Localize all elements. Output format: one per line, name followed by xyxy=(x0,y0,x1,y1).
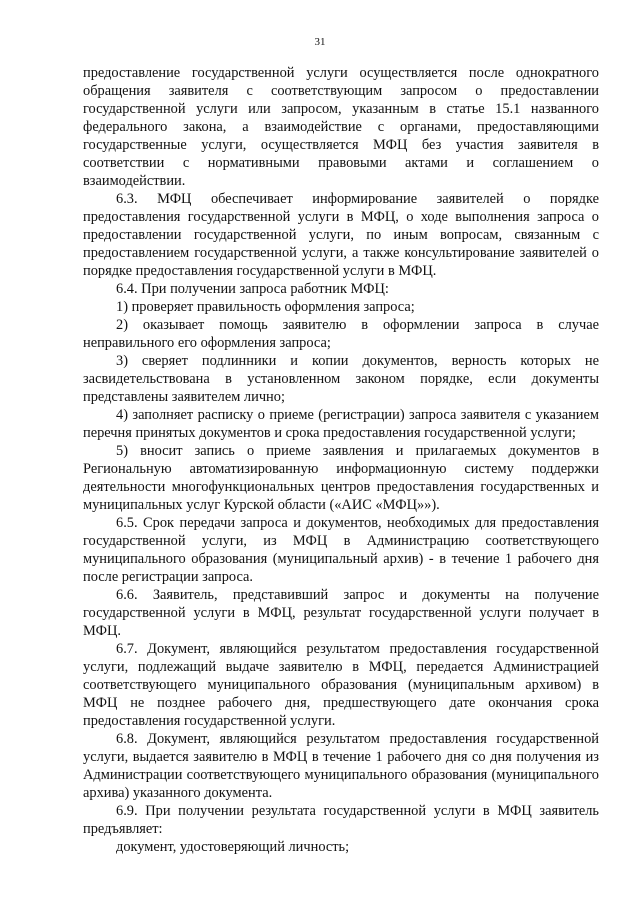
paragraph-id-document: документ, удостоверяющий личность; xyxy=(116,839,350,855)
paragraph-6-6: 6.6. Заявитель, представивший запрос и документы на получение государственной услуги в МФЦ, результат государственной услуги получает в МФЦ. xyxy=(83,587,599,639)
list-item-2: 2) оказывает помощь заявителю в оформлении запроса в случае неправильного его оформления запроса; xyxy=(83,317,599,351)
list-item-5: 5) вносит запись о приеме заявления и прилагаемых документов в Региональную автоматизированную информационную систему поддержки деятельности многофункциональных центров предоставления государственных и муниципальных услуг Курской области («АИС «МФЦ»»). xyxy=(83,443,599,513)
page-number: 31 xyxy=(314,36,326,48)
paragraph-6-4: 6.4. При получении запроса работник МФЦ: xyxy=(116,281,389,297)
document-body xyxy=(83,64,599,856)
paragraph-continuation: предоставление государственной услуги осуществляется после однократного обращения заявителя с соответствующим запросом о предоставлении государственной услуги или запросом, указанным в статье 15.1 названного федерального закона, а взаимодействие с органами, предоставляющими государственные услуги, осуществляется МФЦ без участия заявителя в соответствии с нормативными правовыми актами и соглашением о взаимодействии. xyxy=(83,65,599,189)
paragraph-6-3: 6.3. МФЦ обеспечивает информирование заявителей о порядке предоставления государственной услуги в МФЦ, о ходе выполнения запроса о предоставлении государственной услуги, по иным вопросам, связанным с предоставлением государственной услуги, а также консультирование заявителей о порядке предоставления государственной услуги в МФЦ. xyxy=(83,191,599,279)
paragraph-6-8: 6.8. Документ, являющийся результатом предоставления государственной услуги, выдается заявителю в МФЦ в течение 1 рабочего дня со дня получения из Администрации соответствующего муниципального образования (муниципального архива) указанного документа. xyxy=(83,731,599,801)
paragraph-6-7: 6.7. Документ, являющийся результатом предоставления государственной услуги, подлежащий выдаче заявителю в МФЦ, передается Администрацией соответствующего муниципального образования (муниципальным архивом) в МФЦ не позднее рабочего дня, предшествующего дате окончания срока предоставления государственной услуги. xyxy=(83,641,599,729)
paragraph-6-9: 6.9. При получении результата государственной услуги в МФЦ заявитель предъявляет: xyxy=(83,803,599,837)
list-item-3: 3) сверяет подлинники и копии документов, верность которых не засвидетельствована в установленном законом порядке, если документы представлены заявителем лично; xyxy=(83,353,599,405)
list-item-4: 4) заполняет расписку о приеме (регистрации) запроса заявителя с указанием перечня принятых документов и срока предоставления государственной услуги; xyxy=(83,407,599,441)
list-item-1: 1) проверяет правильность оформления запроса; xyxy=(116,299,415,315)
paragraph-6-5: 6.5. Срок передачи запроса и документов, необходимых для предоставления государственной услуги, из МФЦ в Администрацию соответствующего муниципального образования (муниципальный архив) - в течение 1 рабочего дня после регистрации запроса. xyxy=(83,515,599,585)
